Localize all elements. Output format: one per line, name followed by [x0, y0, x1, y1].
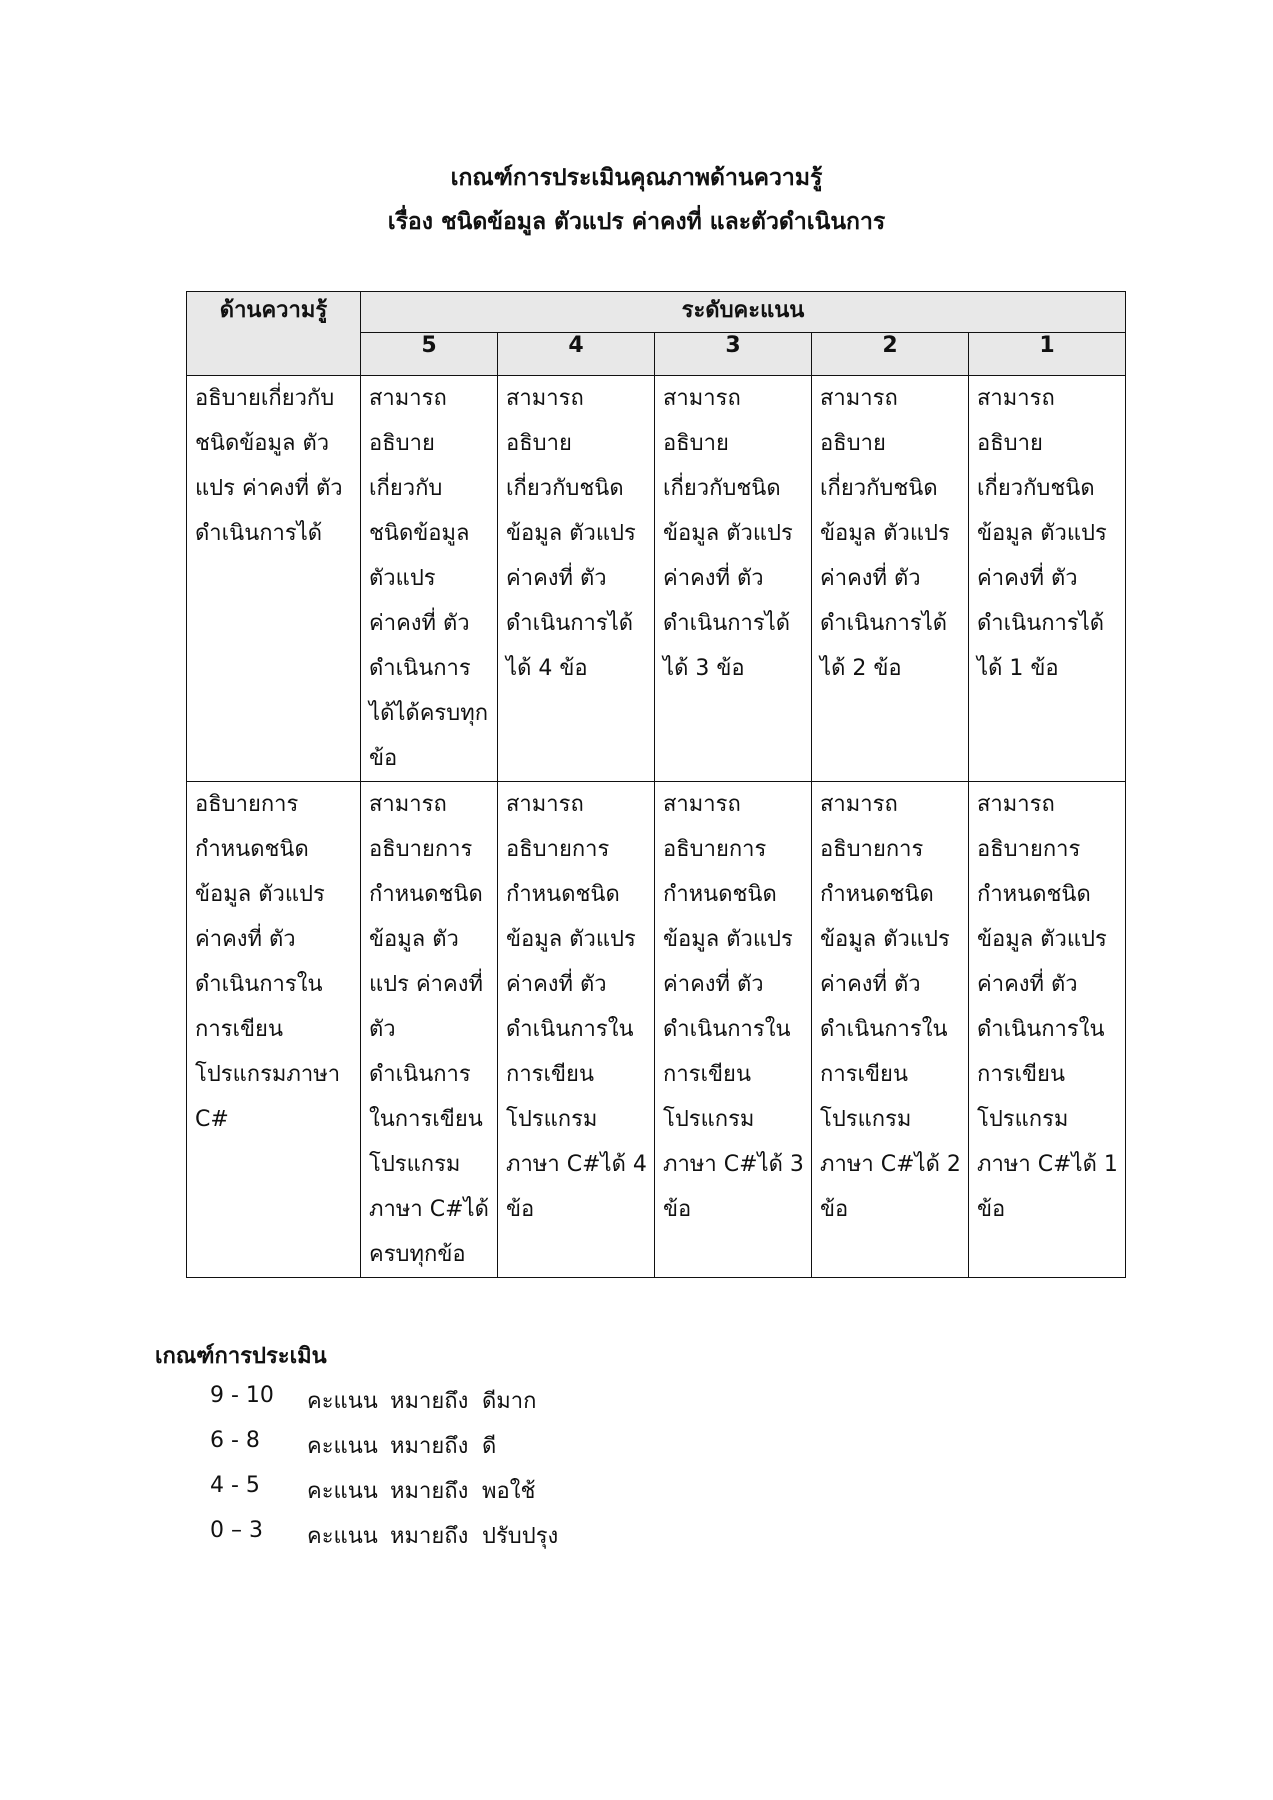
cell-line: ค่าคงที่ ตัว — [195, 927, 296, 952]
cell-line: อธิบายการ — [506, 837, 610, 862]
cell-line: ข้อมูล ตัวแปร — [506, 927, 636, 952]
criteria-range: 0 – 3 — [210, 1518, 263, 1543]
row1-level1-cell — [969, 376, 1126, 782]
cell-line: เกี่ยวกับชนิด — [820, 476, 938, 501]
cell-line: ในการเขียน — [369, 1107, 483, 1132]
table-row — [187, 376, 1126, 782]
cell-line: การเขียน — [820, 1062, 908, 1087]
cell-line: สามารถ — [506, 386, 584, 411]
cell-line: อธิบายการ — [820, 837, 924, 862]
cell-line: อธิบาย — [820, 431, 886, 456]
header-score-5: 5 — [361, 333, 498, 376]
criteria-label: พอใช้ — [482, 1479, 536, 1504]
cell-line: เกี่ยวกับชนิด — [977, 476, 1095, 501]
cell-line: ข้อ — [506, 1197, 535, 1222]
cell-line: สามารถ — [977, 792, 1055, 817]
criteria-means: หมายถึง — [390, 1479, 469, 1504]
cell-line: อธิบาย — [369, 431, 435, 456]
cell-line: ได้ 2 ข้อ — [820, 656, 902, 681]
row1-aspect-text — [195, 376, 352, 556]
cell-line: ครบทุกข้อ — [369, 1242, 466, 1267]
criteria-range: 6 - 8 — [210, 1428, 260, 1453]
cell-line: กำหนดชนิด — [506, 882, 620, 907]
row1-aspect-cell — [187, 376, 361, 782]
cell-line: สามารถ — [369, 386, 447, 411]
cell-line: ได้ 4 ข้อ — [506, 656, 588, 681]
cell-line: ค่าคงที่ ตัว — [663, 972, 764, 997]
row2-level2-cell — [812, 782, 969, 1278]
cell-line: C# — [195, 1107, 229, 1132]
cell-line: ดำเนินการได้ — [663, 611, 791, 636]
cell-line: กำหนดชนิด — [977, 882, 1091, 907]
cell-line: อธิบาย — [506, 431, 572, 456]
row1-level2-text — [820, 376, 960, 691]
cell-line: ข้อมูล ตัวแปร — [977, 927, 1107, 952]
row2-level5-text — [369, 782, 489, 1277]
row2-level1-cell — [969, 782, 1126, 1278]
cell-line: ชนิดข้อมูล — [369, 521, 470, 546]
criteria-unit: คะแนน — [307, 1479, 378, 1504]
cell-line: อธิบายการ — [977, 837, 1081, 862]
cell-line: โปรแกรมภาษา — [195, 1062, 341, 1087]
cell-line: การเขียน — [195, 1017, 283, 1042]
criteria-heading: เกณฑ์การประเมิน — [155, 1344, 327, 1369]
cell-line: กำหนดชนิด — [195, 837, 309, 862]
criteria-means: หมายถึง — [390, 1389, 469, 1414]
cell-line: ค่าคงที่ ตัว — [977, 566, 1078, 591]
criteria-label: ปรับปรุง — [482, 1524, 559, 1549]
cell-line: ข้อ — [663, 1197, 692, 1222]
cell-line: ดำเนินการได้ — [977, 611, 1105, 636]
row1-level4-text — [506, 376, 646, 691]
cell-line: ค่าคงที่ ตัว — [977, 972, 1078, 997]
header-score-levels: ระดับคะแนน — [361, 292, 1126, 333]
table-row — [187, 782, 1126, 1278]
criteria-unit: คะแนน — [307, 1524, 378, 1549]
row2-aspect-cell — [187, 782, 361, 1278]
row2-level3-cell — [655, 782, 812, 1278]
cell-line: ชนิดข้อมูล ตัว — [195, 431, 330, 456]
cell-line: ข้อ — [369, 746, 398, 771]
row2-level4-cell — [498, 782, 655, 1278]
row1-level4-cell — [498, 376, 655, 782]
cell-line: ค่าคงที่ ตัว — [369, 611, 470, 636]
cell-line: ดำเนินการได้ — [195, 521, 323, 546]
cell-line: โปรแกรม — [977, 1107, 1069, 1132]
cell-line: การเขียน — [506, 1062, 594, 1087]
criteria-unit: คะแนน — [307, 1389, 378, 1414]
cell-line: ภาษา C#ได้ 3 — [663, 1152, 804, 1177]
header-score-1: 1 — [969, 333, 1126, 376]
cell-line: โปรแกรม — [663, 1107, 755, 1132]
cell-line: ได้ 1 ข้อ — [977, 656, 1059, 681]
cell-line: ค่าคงที่ ตัว — [506, 566, 607, 591]
cell-line: ค่าคงที่ ตัว — [820, 972, 921, 997]
row1-level1-text — [977, 376, 1117, 691]
criteria-label: ดี — [482, 1434, 497, 1459]
header-score-2: 2 — [812, 333, 969, 376]
cell-line: ดำเนินการ — [369, 656, 471, 681]
row1-level3-text — [663, 376, 803, 691]
cell-line: โปรแกรม — [506, 1107, 598, 1132]
row2-level5-cell — [361, 782, 498, 1278]
cell-line: เกี่ยวกับชนิด — [506, 476, 624, 501]
criteria-means: หมายถึง — [390, 1524, 469, 1549]
cell-line: อธิบายการ — [195, 792, 299, 817]
cell-line: กำหนดชนิด — [820, 882, 934, 907]
cell-line: ตัวแปร — [369, 566, 436, 591]
cell-line: ตัว — [369, 1017, 396, 1042]
cell-line: ดำเนินการได้ — [506, 611, 634, 636]
cell-line: ภาษา C#ได้ — [369, 1197, 489, 1222]
cell-line: ดำเนินการใน — [195, 972, 323, 997]
cell-line: สามารถ — [663, 386, 741, 411]
row2-level3-text — [663, 782, 803, 1232]
cell-line: สามารถ — [663, 792, 741, 817]
cell-line: สามารถ — [820, 386, 898, 411]
row1-level5-text — [369, 376, 489, 781]
cell-line: โปรแกรม — [369, 1152, 461, 1177]
cell-line: ข้อ — [977, 1197, 1006, 1222]
cell-line: ค่าคงที่ ตัว — [663, 566, 764, 591]
cell-line: อธิบายการ — [663, 837, 767, 862]
document-title: เกณฑ์การประเมินคุณภาพด้านความรู้ — [450, 165, 823, 191]
row2-level4-text — [506, 782, 646, 1232]
cell-line: ข้อมูล ตัวแปร — [820, 521, 950, 546]
row1-level5-cell — [361, 376, 498, 782]
cell-line: ข้อมูล ตัวแปร — [663, 521, 793, 546]
header-score-4: 4 — [498, 333, 655, 376]
cell-line: สามารถ — [506, 792, 584, 817]
cell-line: ได้ได้ครบทุก — [369, 701, 489, 726]
criteria-range: 9 - 10 — [210, 1383, 274, 1408]
criteria-range: 4 - 5 — [210, 1473, 260, 1498]
criteria-label: ดีมาก — [482, 1389, 537, 1414]
cell-line: สามารถ — [820, 792, 898, 817]
cell-line: ภาษา C#ได้ 2 — [820, 1152, 961, 1177]
cell-line: กำหนดชนิด — [663, 882, 777, 907]
row2-aspect-text — [195, 782, 352, 1142]
cell-line: ดำเนินการได้ — [820, 611, 948, 636]
rubric-table — [186, 291, 1126, 1278]
row1-level3-cell — [655, 376, 812, 782]
cell-line: ค่าคงที่ ตัว — [506, 972, 607, 997]
cell-line: ข้อมูล ตัวแปร — [977, 521, 1107, 546]
row2-level1-text — [977, 782, 1117, 1232]
cell-line: กำหนดชนิด — [369, 882, 483, 907]
cell-line: ดำเนินการใน — [663, 1017, 791, 1042]
cell-line: ค่าคงที่ ตัว — [820, 566, 921, 591]
cell-line: ภาษา C#ได้ 1 — [977, 1152, 1118, 1177]
row2-level2-text — [820, 782, 960, 1232]
cell-line: ข้อมูล ตัวแปร — [820, 927, 950, 952]
cell-line: ดำเนินการใน — [506, 1017, 634, 1042]
cell-line: ข้อมูล ตัวแปร — [506, 521, 636, 546]
cell-line: สามารถ — [977, 386, 1055, 411]
document-subtitle: เรื่อง ชนิดข้อมูล ตัวแปร ค่าคงที่ และตัวดำเนินการ — [387, 209, 886, 235]
cell-line: ข้อ — [820, 1197, 849, 1222]
cell-line: อธิบายเกี่ยวกับ — [195, 386, 335, 411]
cell-line: การเขียน — [663, 1062, 751, 1087]
row1-level2-cell — [812, 376, 969, 782]
cell-line: ดำเนินการใน — [820, 1017, 948, 1042]
criteria-unit: คะแนน — [307, 1434, 378, 1459]
cell-line: แปร ค่าคงที่ ตัว — [195, 476, 343, 501]
cell-line: ข้อมูล ตัวแปร — [195, 882, 325, 907]
header-score-3: 3 — [655, 333, 812, 376]
cell-line: อธิบายการ — [369, 837, 473, 862]
cell-line: อธิบาย — [663, 431, 729, 456]
cell-line: สามารถ — [369, 792, 447, 817]
header-aspect: ด้านความรู้ — [187, 292, 361, 376]
cell-line: ได้ 3 ข้อ — [663, 656, 745, 681]
cell-line: โปรแกรม — [820, 1107, 912, 1132]
cell-line: ข้อมูล ตัว — [369, 927, 459, 952]
cell-line: แปร ค่าคงที่ — [369, 972, 483, 997]
cell-line: ภาษา C#ได้ 4 — [506, 1152, 647, 1177]
cell-line: ข้อมูล ตัวแปร — [663, 927, 793, 952]
cell-line: อธิบาย — [977, 431, 1043, 456]
cell-line: ดำเนินการใน — [977, 1017, 1105, 1042]
cell-line: เกี่ยวกับ — [369, 476, 443, 501]
cell-line: เกี่ยวกับชนิด — [663, 476, 781, 501]
criteria-means: หมายถึง — [390, 1434, 469, 1459]
cell-line: ดำเนินการ — [369, 1062, 471, 1087]
cell-line: การเขียน — [977, 1062, 1065, 1087]
